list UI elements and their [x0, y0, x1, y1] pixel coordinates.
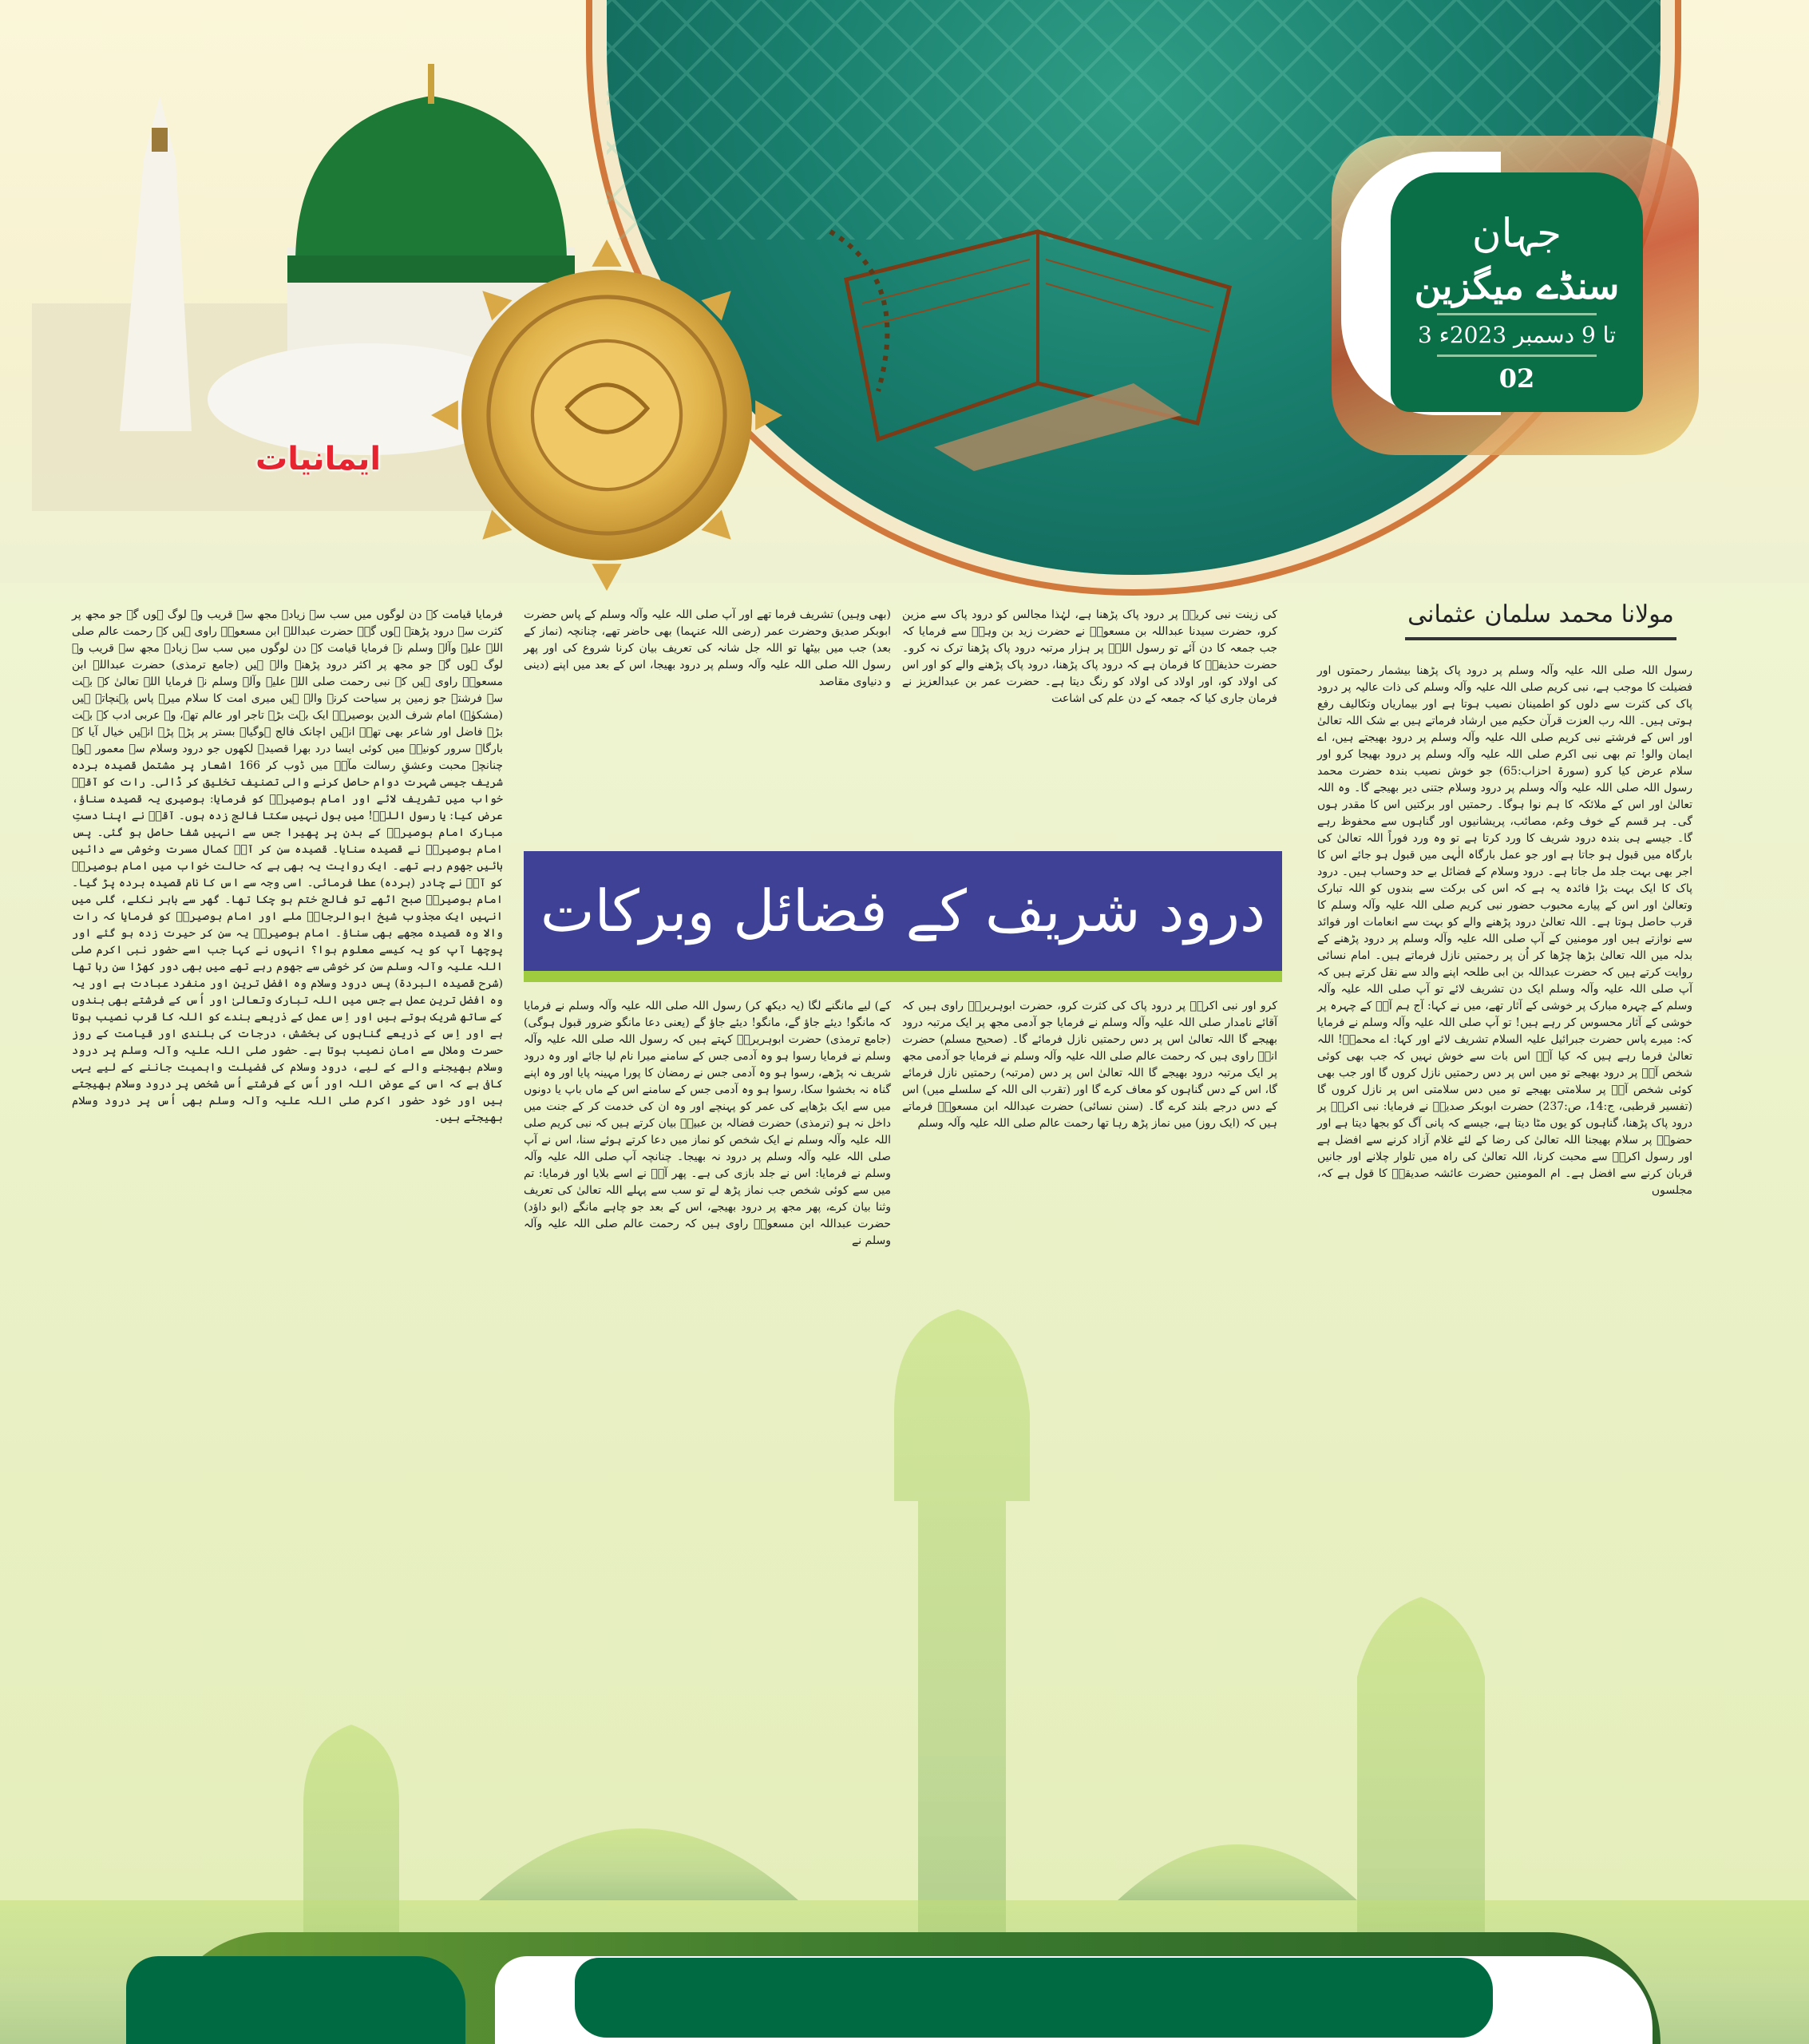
article-column-center-left-top: [524, 607, 891, 691]
paragraph: کرو اور نبی اکرمؐ پر درود پاک کی کثرت کرو، حضرت ابوہریرہؓ راوی ہیں کہ آقائے نامدار صلی اللہ علیہ وآلہ وسلم نے فرمایا جو آدمی مجھ پر ایک مرتبہ درود بھیجے گا اللہ تعالیٰ اس پر دس رحمتیں نازل فرمائے گا۔ (صحیح مسلم) حضرت انسؓ راوی ہیں کہ رحمت عالم صلی اللہ علیہ وآلہ وسلم نے فرمایا جو آدمی مجھ پر ایک مرتبہ درود بھیجے گا اللہ تعالیٰ اس پر دس (مرتبہ) رحمتیں نازل فرمائے گا، اس کے دس گناہوں کو معاف کرے گا اور (تقرب الی اللہ کے سلسلے میں) اس کے دس درجے بلند کرے گا۔ (سنن نسائی) حضرت عبداللہ ابن مسعودؓ فرماتے ہیں کہ (ایک روز) میں نماز پڑھ رہا تھا رحمت عالم صلی اللہ علیہ وآلہ وسلم: [902, 1000, 1277, 1130]
article-title: درود شریف کے فضائل وبرکات: [540, 877, 1266, 945]
paragraph: کی زینت نبی کریمؐ پر درود پاک پڑھنا ہے، لہٰذا مجالس کو درود پاک سے مزین کرو، حضرت سیدنا عبداللہ بن مسعودؓ نے حضرت زید بن وہبؓ سے فرمایا کہ جب جمعہ کا دن آئے تو رسول اللہؐ پر ہزار مرتبہ درود پاک پڑھنا ترک نہ کرو۔ حضرت حذیفہؓ کا فرمان ہے کہ درود پاک پڑھنا، درود پاک پڑھنے والے کو اور اس کی اولاد کو، اور اولاد کی اولاد کو رنگ دیتا ہے۔ حضرت عمر بن عبدالعزیز نے فرمان جاری کیا کہ جمعہ کے دن علم کی اشاعت: [902, 608, 1277, 705]
golden-calligraphy-medallion: [431, 240, 782, 591]
author-byline: مولانا محمد سلمان عثمانی: [1405, 599, 1676, 640]
paragraph: (بھی وہیں) تشریف فرما تھے اور آپ صلی اللہ علیہ وآلہ وسلم کے پاس حضرت ابوبکر صدیق وحضرت عمر (رضی اللہ عنہما) بھی حاضر تھے، چنانچہ (نماز کے بعد) جب میں بیٹھا تو اللہ جل شانہ کی تعریف بیان کرنا شروع کی اور پھر رسول اللہ صلی اللہ علیہ وآلہ وسلم پر درود بھیجا، اس کے بعد میں اپنے (دینی و دنیاوی مقاصد: [524, 608, 891, 688]
section-tag: ایمانیات: [255, 441, 382, 477]
article-column-center-right-top: [902, 607, 1277, 707]
article-column-center-left-bottom: [524, 998, 891, 1250]
paragraph: کے) لیے مانگنے لگا (یہ دیکھ کر) رسول اللہ صلی اللہ علیہ وآلہ وسلم نے فرمایا کہ مانگو! دیئے جاؤ گے، مانگو! دیئے جاؤ گے (یعنی دعا مانگو ضرور قبول ہوگی) (جامع ترمذی) حضرت ابوہریرہؓ کہتے ہیں کہ رسول اللہ صلی اللہ علیہ وآلہ وسلم نے فرمایا رسوا ہو وہ آدمی جس کے سامنے میرا نام لیا جائے اور وہ درود شریف نہ پڑھے، رسوا ہو وہ آدمی جس نے رمضان کا پورا مہینہ پایا اور وہ اپنے گناہ نہ بخشوا سکا، رسوا ہو وہ آدمی جس کے سامنے اس کے ماں باپ یا دونوں میں سے ایک بڑھاپے کی عمر کو پہنچے اور وہ ان کی خدمت کر کے جنت میں داخل نہ ہو (ترمذی) حضرت فضالہ بن عبیدؓ بیان کرتے ہیں کہ نبی کریم صلی اللہ علیہ وآلہ وسلم نے ایک شخص کو نماز میں دعا کرتے ہوئے سنا، اس نے آپ صلی اللہ علیہ وآلہ وسلم پر درود نہ بھیجا۔ چنانچہ آپ صلی اللہ علیہ وآلہ وسلم نے فرمایا: اس نے جلد بازی کی ہے۔ پھر آپؐ نے اسے بلایا اور فرمایا: تم میں سے کوئی شخص جب نماز پڑھ لے تو سب سے پہلے اللہ تعالیٰ کی تعریف وثنا بیان کرے، پھر مجھ پر درود بھیجے، اس کے بعد جو چاہے مانگے (ابو داؤد) حضرت عبداللہ ابن مسعودؓ راوی ہیں کہ رحمت عالم صلی اللہ علیہ وآلہ وسلم نے: [524, 1000, 891, 1247]
masthead-divider: [1437, 355, 1597, 357]
footer-left-block: [126, 1956, 465, 2044]
page-number: 02: [1498, 363, 1535, 394]
quran-book-sketch: [814, 184, 1261, 471]
masthead-title: جہان: [1471, 210, 1562, 256]
mosque-silhouette-background: [0, 1278, 1809, 2044]
article-column-right: [1317, 663, 1692, 1199]
issue-date: 3 تا 9 دسمبر 2023ء: [1417, 322, 1617, 348]
masthead-divider: [1437, 313, 1597, 315]
footer-main-block: [575, 1958, 1493, 2038]
paragraph: رسول اللہ صلی اللہ علیہ وآلہ وسلم پر درود پاک پڑھنا بیشمار رحمتوں اور فضیلت کا موجب ہے، نبی کریم صلی اللہ علیہ وآلہ وسلم کی ذات عالیہ پر درود پاک کی کثرت سے دلوں کو اطمینان نصیب ہوتا ہے اور بیماریاں وتکالیف رفع ہوتی ہیں۔ اللہ رب العزت قرآن حکیم میں ارشاد فرماتے ہیں بے شک اللہ تعالیٰ اور اس کے فرشتے نبی کریم صلی اللہ علیہ وآلہ وسلم پر درود بھیجتے ہیں، اے ایمان والو! تم بھی نبی اکرم صلی اللہ علیہ وآلہ وسلم پر درود بھیجا کرو اور سلام عرض کیا کرو (سورۃ احزاب:65) جو خوش نصیب بندہ حضرت محمد رسول اللہ صلی اللہ علیہ وآلہ وسلم پر درود وسلام جتنی دیر بھیجے گا۔ وہ اللہ تعالیٰ اور اس کے ملائکہ کا ہم نوا ہوگا۔ رحمتیں اور برکتیں اس کا مقدر ہوں گی۔ ہر قسم کے خوف وغم، مصائب، پریشانیوں اور گناہوں سے محفوظ رہے گا۔ جیسے ہی بندہ درود شریف کا ورد کرتا ہے تو وہ ورد فوراً اللہ تعالیٰ کی بارگاہ میں قبول ہو جاتا ہے اور جو عمل بارگاہ الٰہی میں قبول ہو جائے اس کا اجر بھی بہت جلد مل جاتا ہے۔ درود وسلام کے فضائل بے حد وحساب ہیں۔ درود پاک کا ایک بہت بڑا فائدہ یہ ہے کہ اس کی برکت سے بندوں کو اللہ تبارک وتعالیٰ اور اس کے پیارے محبوب حضور نبی کریم صلی اللہ علیہ وآلہ وسلم کا قرب حاصل ہوتا ہے۔ اللہ تعالیٰ درود پڑھنے والے کو بہت سے انعامات اور فوائد سے نوازتے ہیں اور مومنین کے آپ صلی اللہ علیہ وآلہ وسلم پر درود پڑھنے کے بدلہ میں اللہ تعالیٰ بڑھا چڑھا کر اُن پر رحمتیں نازل فرماتے ہیں۔ امام نسائی روایت کرتے ہیں کہ حضرت عبداللہ بن ابی طلحہ اپنے والد سے نقل کرتے ہیں کہ آپ صلی اللہ علیہ وآلہ وسلم ایک دن تشریف لائے تو آپ صلی اللہ علیہ وآلہ وسلم کے چہرہ مبارک پر خوشی کے آثار تھے، میں نے کہا: آج ہم آپؐ کے چہرہ پر خوشی کے آثار محسوس کر رہے ہیں! تو آپ صلی اللہ علیہ وآلہ وسلم نے فرمایا کہ: میرے پاس حضرت جبرائیل علیہ السلام تشریف لائے اور کہا: اے محمدؐ! اللہ تعالیٰ فرما رہے ہیں کہ کیا آپؐ اس بات سے خوش نہیں کہ جب بھی کوئی شخص آپؐ پر درود بھیجے تو میں اس پر دس رحمتیں نازل کروں گا اور جب بھی کوئی شخص آپؐ پر سلامتی بھیجے تو میں دس سلامتی اس پر نازل کروں گا (تفسیر قرطبی، ج:14، ص:237) حضرت ابوبکر صدیقؓ نے فرمایا: نبی اکرمؐ پر درود پاک پڑھنا، گناہوں کو یوں مٹا دیتا ہے، جیسے کہ پانی آگ کو بجھا دیتا ہے اور حضورؐ پر سلام بھیجنا اللہ تعالیٰ کی رضا کے لئے غلام آزاد کرنے سے افضل ہے اور رسول اکرمؐ سے محبت کرنا، اللہ تعالیٰ کی راہ میں تلوار چلانے اور جانیں قربان کرنے سے افضل ہے۔ ام المومنین حضرت عائشہ صدیقہؓ کا قول ہے کہ، مجلسوں: [1317, 664, 1693, 1197]
article-column-center-right-bottom: [902, 998, 1277, 1132]
masthead-subtitle: سنڈے میگزین: [1414, 264, 1620, 307]
paragraph: فرمایا قیامت کے دن لوگوں میں سب سے زیادہ مجھ سے قریب وہ لوگ ہوں گے جو مجھ پر کثرت سے درود پڑھتے ہوں گے۔ حضرت عبداللہ ابن مسعودؓ راوی ہیں کہ رحمت عالم صلی اللہ علیہ وآلہ وسلم نے فرمایا قیامت کے دن لوگوں میں سب سے زیادہ مجھ سے قریب وہ لوگ ہوں گے جو مجھ پر اکثر درود پڑھنے والے ہیں (جامع ترمذی) حضرت عبداللہ ابن مسعودؓ راوی ہیں کہ نبی رحمت صلی اللہ علیہ وآلہ وسلم نے فرمایا اللہ تعالیٰ کے بہت سے فرشتے جو زمین پر سیاحت کرنے والے ہیں میری امت کا سلام میرے پاس پہنچاتے ہیں (مشکوٰۃ) امام شرف الدین بوصیریؒ ایک بہت بڑے تاجر اور عالم تھے، وہ عربی ادب کے بہت بڑے فاضل اور شاعر بھی تھے۔ انہیں اچانک فالج ہوگیا۔ بستر پر پڑے پڑے انہیں خیال آیا کہ بارگاہ سرور کونینؐ میں کوئی ایسا درد بھرا قصیدہ لکھوں جو درود وسلام سے معمور ہو۔ چنانچہ محبت وعشقِ رسالت مآبؐ میں ڈوب کر 166 اشعار پر مشتمل قصیدہ بردہ شریف جیسی شہرت دوام حاصل کرنے والی تصنیف تخلیق کر ڈالی۔ رات کو آقاؐ خواب میں تشریف لائے اور امام بوصیریؒ کو فرمایا: بوصیری یہ قصیدہ سناؤ، عرض کیا: یا رسول اللہؐ! میں بول نہیں سکتا فالج زدہ ہوں۔ آقاؐ نے اپنا دستِ مبارک امام بوصیریؒ کے بدن پر پھیرا جس سے انہیں شفا حاصل ہو گئی۔ پس امام بوصیریؒ نے قصیدہ سنایا۔ قصیدہ سن کر آپؐ کمال مسرت وخوشی سے دائیں بائیں جھوم رہے تھے۔ ایک روایت یہ بھی ہے کہ حالت خواب میں امام بوصیریؒ کو آپؐ نے چادر (بردہ) عطا فرمائی۔ اسی وجہ سے اس کا نام قصیدہ بردہ پڑ گیا۔ امام بوصیریؒ صبح اٹھے تو فالج ختم ہو چکا تھا۔ گھر سے باہر نکلے، گلی میں انہیں ایک مجذوب شیخ ابوالرجاءؒ ملے اور امام بوصیریؒ کو فرمایا کہ رات والا وہ قصیدہ مجھے بھی سناؤ۔ امام بوصیریؒ یہ سن کر حیرت زدہ ہو گئے اور پوچھا آپ کو یہ کیسے معلوم ہوا؟ انہوں نے کہا جب اسے حضور نبی اکرم صلی اللہ علیہ وآلہ وسلم سن کر خوشی سے جھوم رہے تھے میں بھی دور کھڑا سن رہا تھا (شرح قصیدہ البردۃ) پس درود وسلام وہ افضل ترین اور منفرد عبادت ہے اور یہ وہ افضل ترین عمل ہے جس میں اللہ تبارک وتعالیٰ اور اُس کے فرشتے بھی بندوں کے ساتھ شریک ہوتے ہیں اور اِس عمل کے ذریعے بندے کو اللہ کا قرب نصیب ہوتا ہے اور اِس کے ذریعے گناہوں کی بخشش، درجات کی بلندی اور قیامت کے روز حسرت وملال سے امان نصیب ہوتا ہے۔ حضور صلی اللہ علیہ وآلہ وسلم پر درود وسلام بھیجنے والے کے لیے، درود وسلام کی فضیلت واہمیت جاننے کے لیے یہی کافی ہے کہ اس کے عوض اللہ اور اُس کے فرشتے اُس شخص پر درود وسلام بھیجتے ہیں اور خود حضور اکرم صلی اللہ علیہ وآلہ وسلم بھی اُس پر درود وسلام بھیجتے ہیں۔: [72, 608, 503, 1124]
article-column-left: [72, 607, 503, 1127]
article-title-banner: [524, 851, 1282, 982]
